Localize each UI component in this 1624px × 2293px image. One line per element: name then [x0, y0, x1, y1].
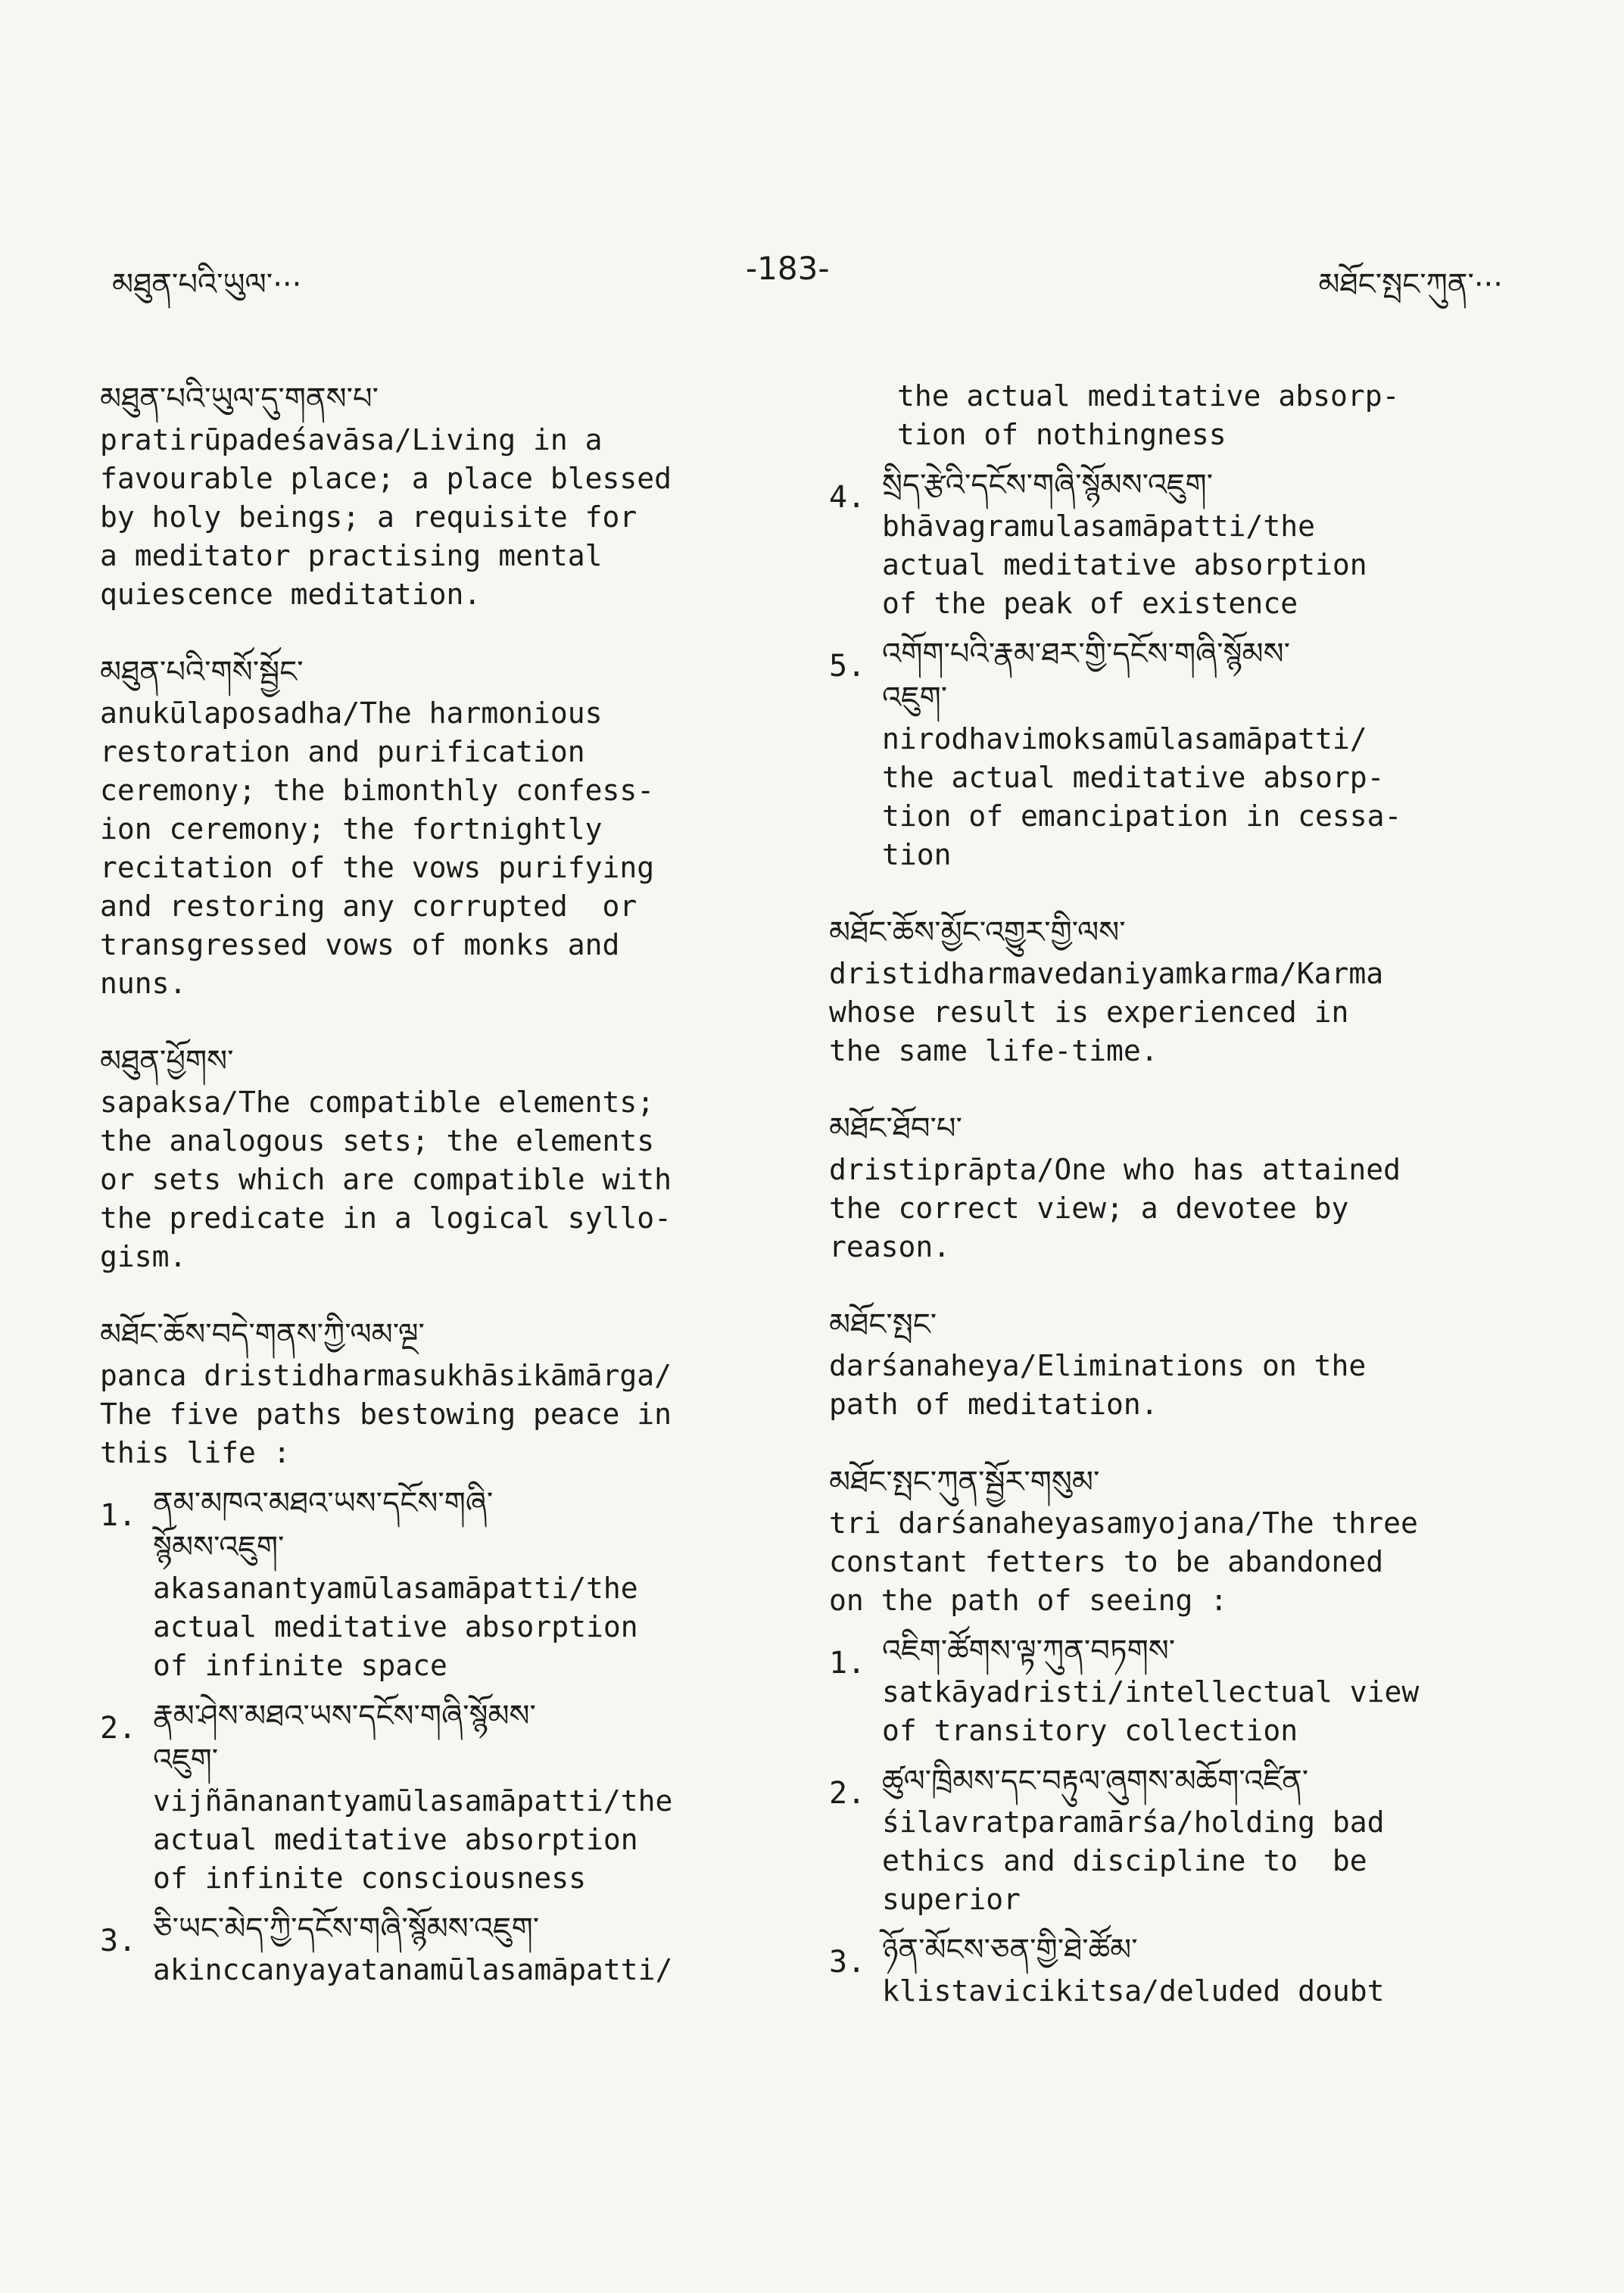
page-header: [0, 250, 1624, 303]
dictionary-entry: [829, 1460, 1495, 2011]
entry-headword-tibetan: མཐོང་སྤང་: [829, 1307, 937, 1342]
subentry-number: 3.: [100, 1924, 137, 1958]
subentry-definition: akasanantyamūlasamāpatti/the actual meditative absorption of infinite space: [153, 1572, 638, 1682]
subentry-tibetan: ནམ་མཁའ་མཐའ་ཡས་དངོས་གཞི་ སྙོམས་འཇུག་: [153, 1486, 494, 1565]
numbered-subentry: [829, 463, 1495, 623]
entry-definition: anukūlaposadha/The harmonious restoration and purification ceremony; the bimonthly confess- ion ceremony; the fortnightly recitation of the vows purifying and restoring any corrupted or transgressed vows of monks and nuns.: [100, 696, 655, 1000]
entry-headword-tibetan: མཐོང་སྤང་ཀུན་སྦྱོར་གསུམ་: [829, 1465, 1100, 1500]
entry-definition: tri darśanaheyasamyojana/The three constant fetters to be abandoned on the path of seeing :: [829, 1506, 1418, 1617]
left-column: [100, 377, 766, 2026]
subentry-number: 2.: [829, 1776, 866, 1811]
entry-definition: dristidharmavedaniyamkarma/Karma whose result is experienced in the same life-time.: [829, 957, 1384, 1067]
dictionary-entry: [829, 911, 1495, 1070]
entry-headword-tibetan: མཐུན་པའི་གསོ་སྦྱོང་: [100, 655, 304, 690]
entry-headword-tibetan: མཐོང་ཆོས་བདེ་གནས་ཀྱི་ལམ་ལྔ་: [100, 1317, 425, 1352]
entry-definition: pratirūpadeśavāsa/Living in a favourable place; a place blessed by holy beings; a requisite for a meditator practising mental quiescence meditation.: [100, 423, 672, 611]
subentry-number: 3.: [829, 1945, 866, 1980]
dictionary-entry: [100, 650, 766, 1003]
numbered-subentry: [829, 1928, 1495, 2011]
page-number: -183-: [746, 250, 830, 287]
subentry-definition: śilavratparamārśa/holding bad ethics and discipline to be superior: [882, 1805, 1385, 1916]
subentry-definition: nirodhavimoksamūlasamāpatti/ the actual meditative absorp- tion of emancipation in cessa- tion: [882, 722, 1402, 871]
subentry-number: 1.: [100, 1498, 137, 1533]
entry-headword-tibetan: མཐོང་ཐོབ་པ་: [829, 1111, 962, 1146]
numbered-subentry: [829, 1759, 1495, 1919]
subentry-number: 5.: [829, 649, 866, 684]
subentry-definition: satkāyadristi/intellectual view of transitory collection: [882, 1675, 1420, 1747]
dictionary-entry: [100, 377, 766, 614]
subentry-number: 4.: [829, 480, 866, 515]
subentry-number: 1.: [829, 1646, 866, 1681]
numbered-subentry: [100, 1481, 766, 1685]
subentry-tibetan: ཚུལ་ཁྲིམས་དང་བརྟུལ་ཞུགས་མཆོག་འཛིན་: [882, 1764, 1309, 1799]
subentry-tibetan: འཇིག་ཚོགས་ལྟ་ཀུན་བཏགས་: [882, 1634, 1176, 1668]
dictionary-entry: [100, 1313, 766, 1989]
dictionary-entry: [829, 1303, 1495, 1424]
entry-definition: sapaksa/The compatible elements; the analogous sets; the elements or sets which are compatible with the predicate in a logical syllo- gism.: [100, 1086, 672, 1273]
header-right-guideword: མཐོང་སྤང་ཀུན་···: [1318, 267, 1503, 302]
numbered-subentry: [100, 1694, 766, 1898]
right-column: [829, 377, 1495, 2047]
entry-definition: darśanaheya/Eliminations on the path of meditation.: [829, 1349, 1367, 1421]
subentry-tibetan: ཅི་ཡང་མེད་ཀྱི་དངོས་གཞི་སྙོམས་འཇུག་: [153, 1911, 540, 1946]
numbered-subentry: [100, 1907, 766, 1989]
numbered-subentry: [829, 632, 1495, 874]
header-left-guideword: མཐུན་པའི་ཡུལ་···: [112, 267, 302, 302]
dictionary-entry: [829, 1107, 1495, 1266]
subentry-definition: akinccanyayatanamūlasamāpatti/: [153, 1953, 673, 1986]
subentry-tibetan: ཉོན་མོངས་ཅན་གྱི་ཐེ་ཚོམ་: [882, 1933, 1138, 1967]
continuation-text: the actual meditative absorp- tion of nothingness: [897, 379, 1400, 451]
subentry-definition: vijñānanantyamūlasamāpatti/the actual meditative absorption of infinite consciousness: [153, 1784, 673, 1895]
numbered-subentry: [829, 1629, 1495, 1750]
entry-definition: dristiprāpta/One who has attained the correct view; a devotee by reason.: [829, 1153, 1401, 1263]
subentry-tibetan: སྲིད་རྩེའི་དངོས་གཞི་སྙོམས་འཇུག་: [882, 468, 1213, 503]
subentry-definition: klistavicikitsa/deluded doubt: [882, 1974, 1385, 2008]
subentry-definition: bhāvagramulasamāpatti/the actual meditative absorption of the peak of existence: [882, 509, 1367, 620]
subentry-tibetan: འགོག་པའི་རྣམ་ཐར་གྱི་དངོས་གཞི་སྙོམས་ འཇུག་: [882, 637, 1291, 715]
dictionary-entry: [100, 1039, 766, 1276]
subentry-number: 2.: [100, 1711, 137, 1746]
subentry-tibetan: རྣམ་ཤེས་མཐའ་ཡས་དངོས་གཞི་སྙོམས་ འཇུག་: [153, 1699, 536, 1777]
entry-headword-tibetan: མཐོང་ཆོས་མྱོང་འགྱུར་གྱི་ལས་: [829, 915, 1126, 950]
entry-headword-tibetan: མཐུན་ཕྱོགས་: [100, 1044, 234, 1079]
continued-entry: [829, 377, 1495, 874]
entry-definition: panca dristidharmasukhāsikāmārga/ The five paths bestowing peace in this life :: [100, 1359, 672, 1469]
entry-headword-tibetan: མཐུན་པའི་ཡུལ་དུ་གནས་པ་: [100, 382, 379, 416]
